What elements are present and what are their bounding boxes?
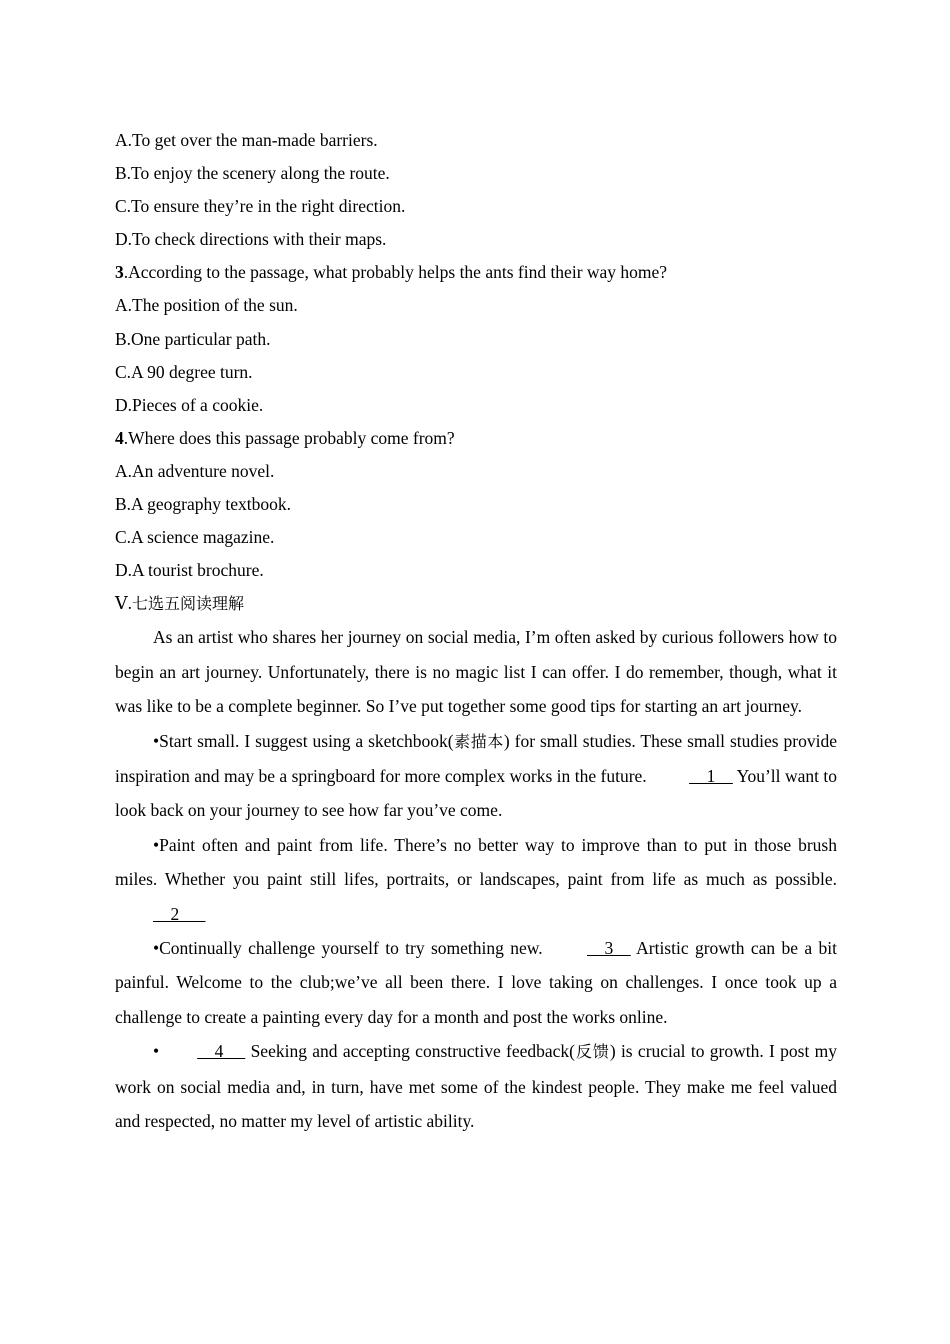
q3-option-a: A.The position of the sun.: [115, 295, 298, 316]
p5-cjk-gloss: 反馈: [575, 1042, 610, 1062]
passage-paragraph-4: [115, 931, 837, 1034]
q3-option-c: C.A 90 degree turn.: [115, 361, 253, 382]
question-3-text: .According to the passage, what probably helps the ants find their way home?: [123, 262, 668, 283]
passage-paragraph-3: [115, 828, 837, 931]
p5-bullet: •: [153, 1041, 160, 1062]
passage-paragraph-5: [115, 1034, 837, 1138]
question-3: [115, 256, 837, 289]
blank-1: 1: [689, 766, 733, 787]
question-4-number: 4: [115, 427, 124, 448]
q2-option-c: C.To ensure they’re in the right direction.: [115, 196, 406, 217]
p2-text-b: ) for small studies. These small studies provide inspiration and may be a springboard for more complex works in the future.: [115, 730, 837, 787]
p5-text-b: Seeking and accepting constructive feedback(: [245, 1041, 575, 1062]
p2-text-c: You’ll want to look back on your journey to see how far you’ve come.: [115, 766, 837, 821]
q3-option-b: B.One particular path.: [115, 328, 271, 349]
passage-paragraph-1: As an artist who shares her journey on social media, I’m often asked by curious followers how to begin an art journey. Unfortunately, there is no magic list I can offer. I do remember, though, what it was like to be a complete beginner. So I’ve put together some good tips for starting an art journey.: [115, 627, 837, 717]
section-title: 七选五阅读理解: [132, 594, 245, 614]
p2-text-a: •Start small. I suggest using a sketchbook(: [153, 730, 454, 751]
question-4-text: .Where does this passage probably come from?: [123, 427, 455, 448]
p5-text-c: ) is crucial to growth. I post my work on social media and, in turn, have met some of the kindest people. They make me feel valued and respected, no matter my level of artistic ability.: [115, 1041, 837, 1132]
blank-4: 4: [197, 1041, 246, 1062]
p2-cjk-gloss: 素描本: [453, 731, 504, 751]
p4-text-b: Artistic growth can be a bit painful. Welcome to the club;we’ve all been there. I love taking on challenges. I once took up a challenge to create a painting every day for a month and post the works online.: [115, 938, 837, 1027]
blank-2: 2: [153, 903, 206, 924]
q4-option-c: C.A science magazine.: [115, 527, 275, 548]
q4-option-b: B.A geography textbook.: [115, 494, 291, 515]
q4-option-d: D.A tourist brochure.: [115, 560, 264, 581]
q4-option-a: A.An adventure novel.: [115, 460, 275, 481]
question-4: [115, 422, 837, 455]
q2-option-a: A.To get over the man-made barriers.: [115, 130, 378, 150]
p3-text-a: •Paint often and paint from life. There’s no better way to improve than to put in those brush miles. Whether you paint still lifes, portraits, or landscapes, paint from life as much as possible.: [115, 834, 837, 890]
section-heading: [115, 587, 837, 620]
document-page: [115, 124, 837, 1139]
p4-text-a: •Continually challenge yourself to try something new.: [153, 938, 549, 959]
blank-3: 3: [586, 938, 631, 959]
passage-paragraph-2: [115, 724, 837, 828]
q3-option-d: D.Pieces of a cookie.: [115, 394, 264, 415]
question-3-number: 3: [115, 262, 124, 283]
q2-option-b: B.To enjoy the scenery along the route.: [115, 163, 390, 184]
q2-option-d: D.To check directions with their maps.: [115, 229, 387, 250]
section-roman-numeral: Ⅴ.: [115, 593, 133, 614]
